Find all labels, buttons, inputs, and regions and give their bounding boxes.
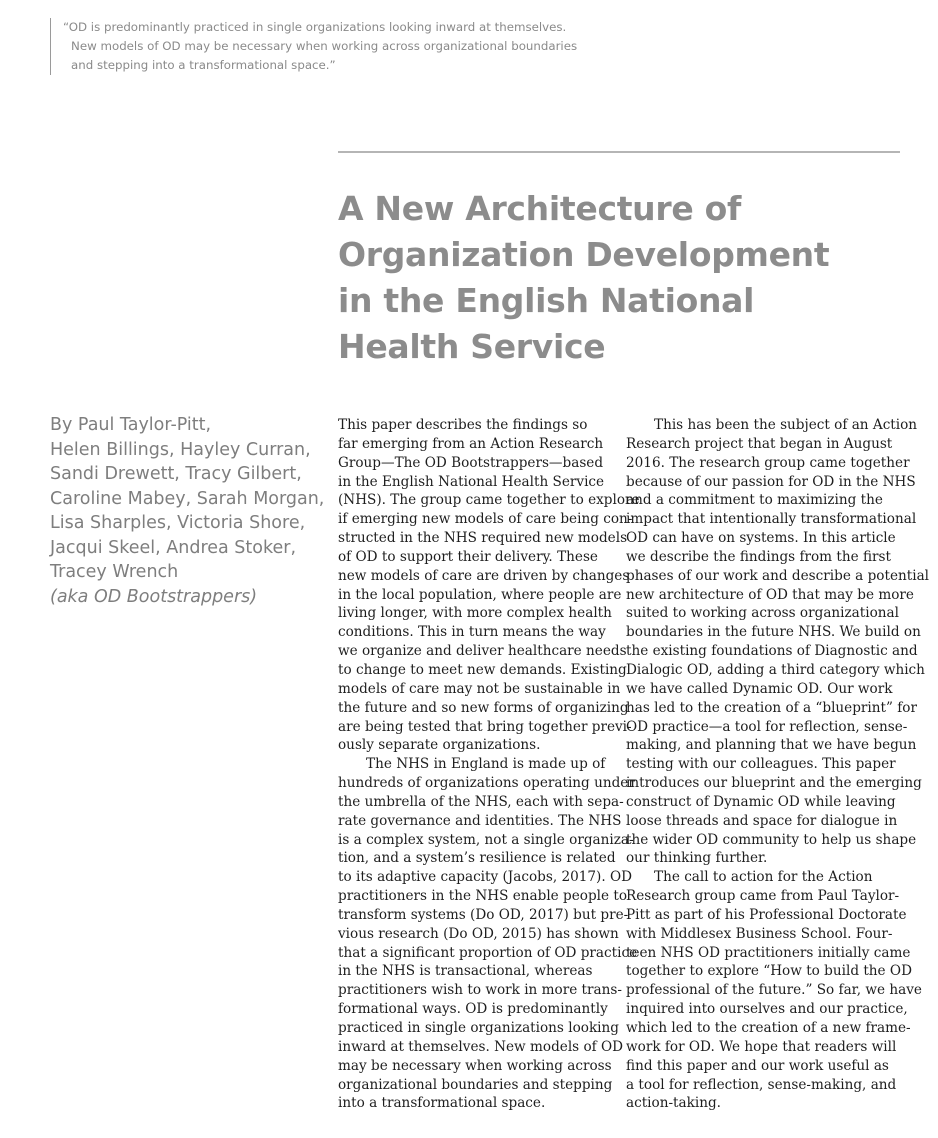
body-line: that a significant proportion of OD practice	[338, 944, 638, 961]
body-column-1	[338, 416, 640, 1113]
body-line: new models of care are driven by changes	[338, 567, 630, 584]
body-line: together to explore “How to build the OD	[626, 963, 912, 980]
body-line: models of care may not be sustainable in	[338, 680, 621, 697]
pull-quote-line: “OD is predominantly practiced in single organizations looking inward at themselves.	[63, 20, 567, 34]
body-line: to change to meet new demands. Existing	[338, 661, 627, 678]
body-line: OD can have on systems. In this article	[626, 530, 896, 547]
body-line: and a commitment to maximizing the	[626, 492, 883, 509]
body-line: Group—The OD Bootstrappers—based	[338, 454, 604, 471]
article-title	[338, 186, 898, 370]
body-line: the existing foundations of Diagnostic and	[626, 643, 918, 660]
body-line: phases of our work and describe a potential	[626, 567, 930, 584]
body-line: hundreds of organizations operating under	[338, 775, 635, 792]
body-line: action-taking.	[626, 1095, 721, 1112]
body-line: inquired into ourselves and our practice,	[626, 1001, 908, 1018]
body-line: boundaries in the future NHS. We build on	[626, 624, 921, 641]
body-line: the future and so new forms of organizing	[338, 699, 629, 716]
body-line: in the local population, where people are	[338, 586, 622, 603]
body-line: work for OD. We hope that readers will	[626, 1038, 897, 1055]
body-line: (NHS). The group came together to explore	[338, 492, 640, 509]
body-line: ously separate organizations.	[338, 737, 541, 754]
body-line: a tool for reflection, sense-making, and	[626, 1076, 897, 1093]
body-line: to its adaptive capacity (Jacobs, 2017). OD	[338, 869, 633, 886]
body-line: construct of Dynamic OD while leaving	[626, 793, 896, 810]
body-line: impact that intentionally transformational	[626, 511, 917, 528]
body-line: the umbrella of the NHS, each with sepa-	[338, 793, 624, 810]
body-line: Research group came from Paul Taylor-	[626, 888, 900, 905]
body-line: practitioners in the NHS enable people to	[338, 888, 628, 905]
body-line: Research project that began in August	[626, 435, 893, 452]
body-line: testing with our colleagues. This paper	[626, 756, 896, 773]
body-line: living longer, with more complex health	[338, 605, 612, 622]
body-line: professional of the future.” So far, we have	[626, 982, 922, 999]
body-line: teen NHS OD practitioners initially came	[626, 944, 911, 961]
body-line: if emerging new models of care being con-	[338, 511, 633, 528]
body-line: The NHS in England is made up of	[366, 756, 606, 773]
body-line: rate governance and identities. The NHS	[338, 812, 622, 829]
body-line: transform systems (Do OD, 2017) but pre-	[338, 906, 629, 923]
body-line: of OD to support their delivery. These	[338, 548, 598, 565]
body-line: find this paper and our work useful as	[626, 1057, 889, 1074]
title-line: in the English National	[338, 281, 755, 320]
title-divider	[338, 151, 900, 153]
title-line: Organization Development	[338, 235, 830, 274]
body-line: organizational boundaries and stepping	[338, 1076, 613, 1093]
body-line: has led to the creation of a “blueprint” for	[626, 699, 917, 716]
body-line: practitioners wish to work in more trans-	[338, 982, 622, 999]
body-line: we have called Dynamic OD. Our work	[626, 680, 893, 697]
body-line: vious research (Do OD, 2015) has shown	[338, 925, 619, 942]
body-line: new architecture of OD that may be more	[626, 586, 914, 603]
pull-quote-line: New models of OD may be necessary when working across organizational boundaries	[71, 39, 578, 53]
body-line: introduces our blueprint and the emerging	[626, 775, 922, 792]
body-line: suited to working across organizational	[626, 605, 899, 622]
body-line: conditions. This in turn means the way	[338, 624, 606, 641]
body-line: tion, and a system’s resilience is related	[338, 850, 616, 867]
body-line: Dialogic OD, adding a third category which	[626, 661, 925, 678]
body-line: loose threads and space for dialogue in	[626, 812, 898, 829]
body-line: the wider OD community to help us shape	[626, 831, 917, 848]
author-line: Caroline Mabey, Sarah Morgan,	[50, 488, 325, 509]
author-line: Jacqui Skeel, Andrea Stoker,	[50, 537, 297, 558]
body-line: we describe the findings from the first	[626, 548, 891, 565]
body-line: structed in the NHS required new models	[338, 530, 628, 547]
body-line: Pitt as part of his Professional Doctorate	[626, 906, 907, 923]
body-line: which led to the creation of a new frame-	[626, 1020, 911, 1036]
author-alias: (aka OD Bootstrappers)	[50, 586, 258, 607]
body-line: far emerging from an Action Research	[338, 435, 604, 452]
body-line: This has been the subject of an Action	[654, 417, 918, 433]
body-line: OD practice—a tool for reflection, sense-	[626, 718, 908, 735]
body-line: our thinking further.	[626, 850, 768, 867]
body-line: in the English National Health Service	[338, 473, 605, 490]
author-line: By Paul Taylor-Pitt,	[50, 415, 212, 435]
body-line: are being tested that bring together previ-	[338, 718, 632, 735]
body-column-2	[626, 416, 930, 1113]
body-line: practiced in single organizations looking	[338, 1020, 619, 1036]
body-line: 2016. The research group came together	[626, 454, 910, 471]
body-line: because of our passion for OD in the NHS	[626, 473, 916, 490]
body-line: is a complex system, not a single organiza-	[338, 831, 634, 848]
body-line: may be necessary when working across	[338, 1057, 612, 1074]
pull-quote	[50, 18, 623, 75]
title-line: A New Architecture of	[338, 189, 742, 228]
author-line: Sandi Drewett, Tracy Gilbert,	[50, 464, 302, 484]
body-line: into a transformational space.	[338, 1095, 546, 1112]
body-line: in the NHS is transactional, whereas	[338, 963, 593, 980]
body-line: formational ways. OD is predominantly	[338, 1001, 608, 1018]
author-line: Tracey Wrench	[50, 562, 179, 582]
author-line: Lisa Sharples, Victoria Shore,	[50, 513, 306, 533]
body-line: inward at themselves. New models of OD	[338, 1038, 624, 1055]
pull-quote-line: and stepping into a transformational space.”	[71, 58, 336, 72]
body-line: This paper describes the findings so	[338, 417, 588, 433]
author-line: Helen Billings, Hayley Curran,	[50, 439, 311, 460]
body-line: with Middlesex Business School. Four-	[626, 925, 893, 942]
body-line: making, and planning that we have begun	[626, 737, 917, 754]
body-line: The call to action for the Action	[654, 869, 873, 886]
body-line: we organize and deliver healthcare needs	[338, 643, 627, 660]
author-byline	[50, 413, 325, 609]
title-line: Health Service	[338, 327, 606, 366]
